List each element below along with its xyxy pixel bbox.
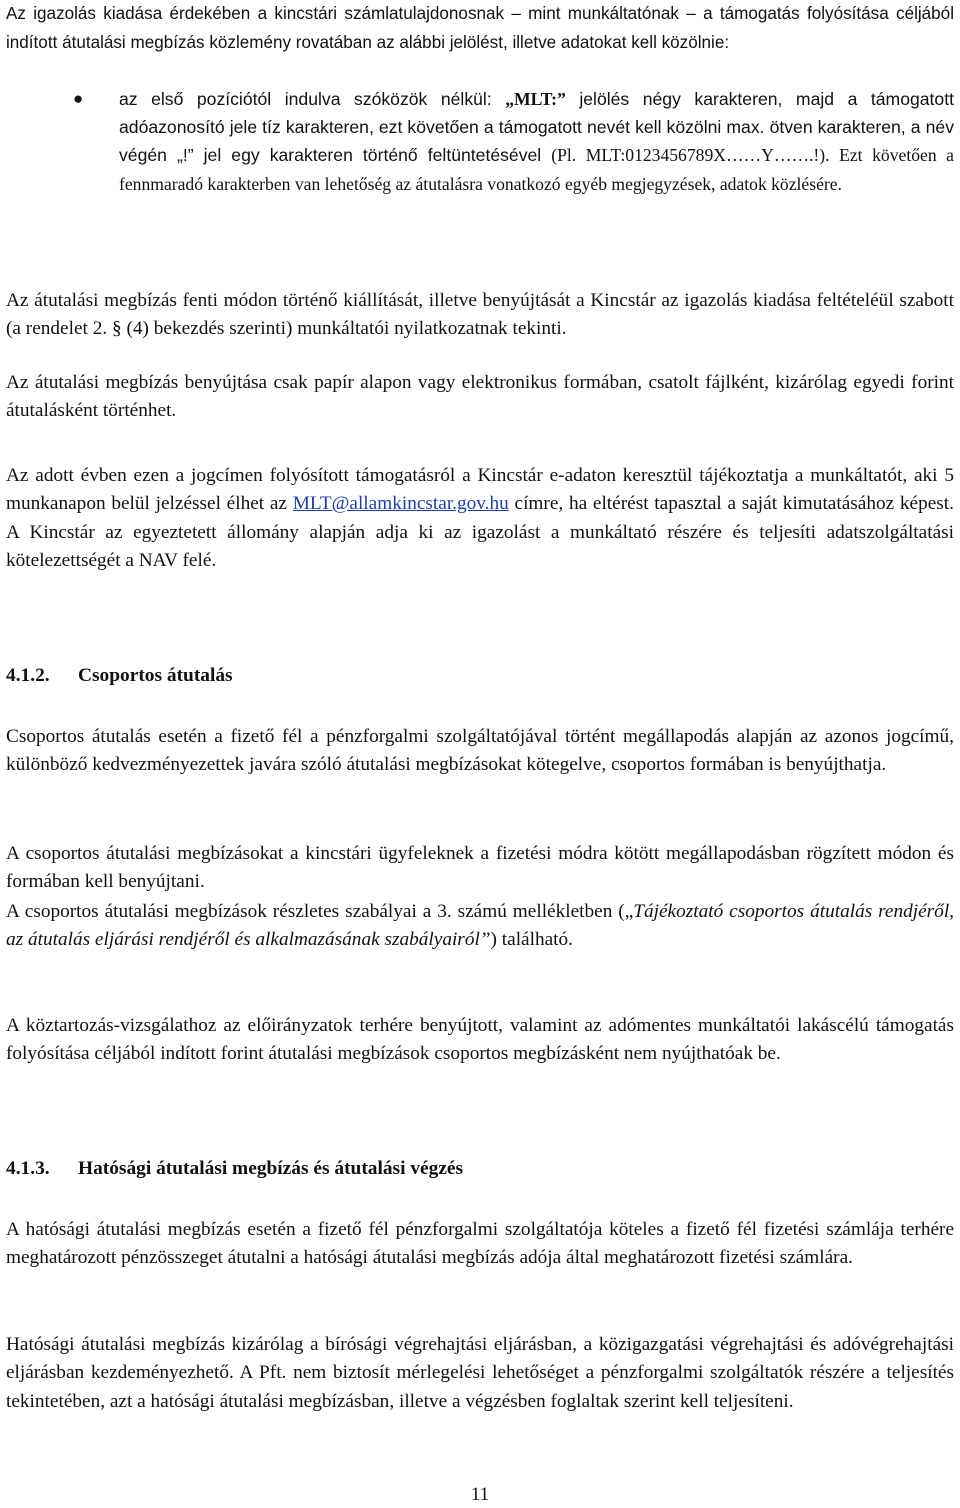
email-link[interactable]: MLT@allamkincstar.gov.hu [292,493,509,515]
annex-title: Tájékoztató csoportos átutalás rendjéről, az átutalás eljárási rendjéről és alkalmazásának szabályairól” [6,901,954,951]
paragraph-text: Csoportos átutalás esetén a fizető fél a pénzforgalmi szolgáltatójával történt megállapodás alapján az azonos jogcímű, különböző kedvezményezettek javára szóló átutalási megbízásokat kötegelve, csoportos formában is benyújthatja. [6,726,954,776]
paragraph-text: A csoportos átutalási megbízásokat a kincstári ügyfeleknek a fizetési módra kötött megállapodásban rögzített módon és formában kell benyújtani. [6,843,954,893]
paragraph-authority-transfer [6,1216,954,1273]
section-heading-413 [6,1158,463,1180]
section-number: 4.1.2. [6,665,50,686]
paragraph-text: Hatósági átutalási megbízás kizárólag a bírósági végrehajtási eljárásban, a közigazgatási végrehajtási és adóvégrehajtási eljárásban kezdeményezhető. A Pft. nem biztosít mérlegelési lehetőséget a pénzforgalmi szolgáltatók részére a teljesítés tekintetében, azt a hatósági átutalási megbízásban, illetve a végzésben foglaltak szerint kell teljesíteni. [6,1334,954,1412]
paragraph-text: A hatósági átutalási megbízás esetén a fizető fél pénzforgalmi szolgáltatója köteles a fizető fél fizetési számlája terhére meghatározott pénzösszeget átutalni a hatósági átutalási megbízás adója által meghatározott fizetési számlára. [6,1219,954,1269]
paragraph-submission-form [6,369,954,426]
section-heading-412 [6,665,233,687]
bullet-list [6,85,954,198]
document-page [6,0,954,1508]
bullet-item [119,85,954,198]
section-number: 4.1.3. [6,1158,50,1179]
bullet-icon: ● [73,89,84,108]
bullet-example: (Pl. MLT:0123456789X……Y…….!). Ezt követően a fennmaradó karakterben van lehetőség az átutalásra vonatkozó egyéb megjegyzések, adatok közlésére. [119,145,954,194]
section-title: Csoportos átutalás [78,665,233,686]
bullet-text-start: az első pozíciótól indulva szóközök nélkül: [119,89,506,109]
paragraph-declaration [6,287,954,344]
paragraph-text: A köztartozás-vizsgálathoz az előirányzatok terhére benyújtott, valamint az adómentes munkáltatói lakáscélú támogatás folyósítása céljából indított forint átutalási megbízások csoportos megbízásként nem nyújthatóak be. [6,1015,954,1065]
mlt-code: „MLT:” [505,89,566,109]
paragraph-text: Az átutalási megbízás benyújtása csak papír alapon vagy elektronikus formában, csatolt fájlként, kizárólag egyedi forint átutalásként történhet. [6,372,954,422]
bullet-text-middle: jelölés négy karakteren, majd a támogatott adóazonosító jele tíz karakteren, ezt követően a támogatott nevét kell közölni max. ötven karakteren, a név végén „!” jel egy karakteren történő feltüntetésével [119,89,954,166]
paragraph-group-agreement [6,840,954,897]
paragraph-group-exclusion [6,1012,954,1069]
section-title: Hatósági átutalási megbízás és átutalási végzés [78,1158,464,1179]
paragraph-authority-procedure [6,1331,954,1416]
intro-paragraph: Az igazolás kiadása érdekében a kincstári számlatulajdonosnak – mint munkáltatónak – a támogatás folyósítása céljából indított átutalási megbízás közlemény rovatában az alábbi jelölést, illetve adatokat kell közölnie: [6,4,954,52]
paragraph-text: A csoportos átutalási megbízások részletes szabályai a 3. számú mellékletben („Tájékoztató csoportos átutalás rendjéről, az átutalás eljárási rendjéről és alkalmazásának szabályairól”) található. [6,901,954,951]
paragraph-group-transfer [6,723,954,780]
paragraph-text: Az adott évben ezen a jogcímen folyósított támogatásról a Kincstár e-adaton keresztül tájékoztatja a munkáltatót, aki 5 munkanapon belül jelzéssel élhet az MLT@allamkincstar.gov.hu címre, ha eltérést tapasztal a saját kimutatásához képest. A Kincstár az egyeztetett állomány alapján adja ki az igazolást a munkáltató részére és teljesíti adatszolgáltatási kötelezettségét a NAV felé. [6,465,954,571]
paragraph-e-data [6,462,954,575]
paragraph-text: Az átutalási megbízás fenti módon történő kiállítását, illetve benyújtását a Kincstár az igazolás kiadása feltételéül szabott (a rendelet 2. § (4) bekezdés szerinti) munkáltatói nyilatkozatnak tekinti. [6,290,954,340]
paragraph-group-rules [6,898,954,955]
page-number: 11 [470,1484,490,1505]
